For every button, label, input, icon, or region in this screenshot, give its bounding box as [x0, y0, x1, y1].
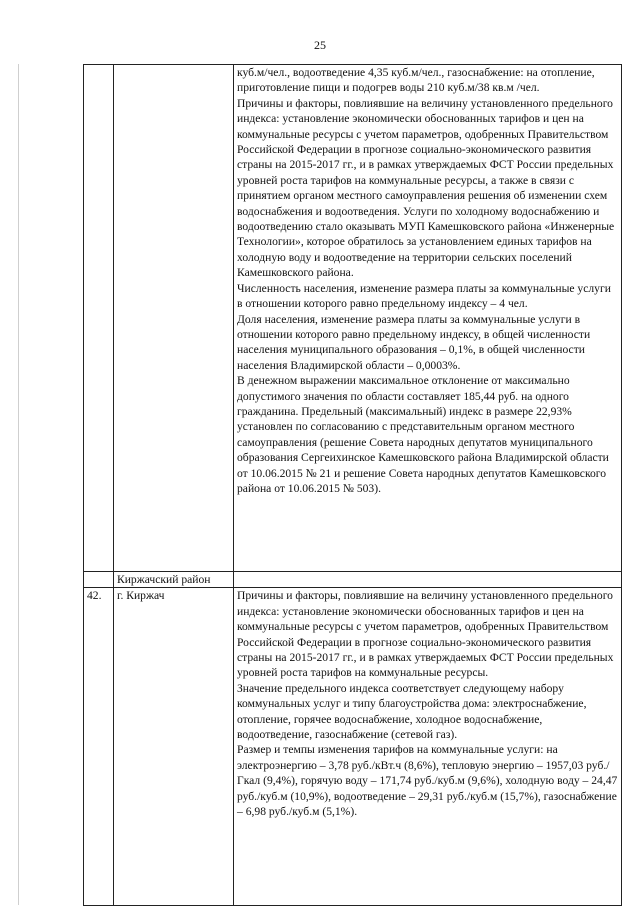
municipality-cell: г. Киржач: [114, 588, 234, 906]
district-label: Киржачский район: [114, 572, 234, 588]
row-number-cell: [84, 572, 114, 588]
paragraph: Причины и факторы, повлиявшие на величину установленного предельного индекса: установление экономически обоснованных тарифов и цен на коммунальные ресурсы с учетом параметров, одобренных Правительством Российской Федерации в прогнозе социально-экономического развития страны на 2015-2017 гг., и в рамках утверждаемых ФСТ России предельных уровней роста тарифов на коммунальные ресурсы, а также в связи с принятием органом местного самоуправления решения об изменении схем водоснабжения и водоотведения. Услуги по холодному водоснабжению и водоотведению стало оказывать МУП Камешковского района «Инженерные Технологии», которое обратилось за установлением единых тарифов на холодную воду и водоотведение на территории сельских поселений Камешковского района.: [237, 96, 615, 280]
paragraph: В денежном выражении максимальное отклонение от максимально допустимого значения по области составляет 185,44 руб. на одного гражданина. Предельный (максимальный) индекс в размере 22,93% установлен по согласованию с представительным органом местного самоуправления (решение Совета народных депутатов муниципального образования Сергеихинское Камешковского района Владимирской области от 10.06.2015 № 21 и решение Совета народных депутатов Камешковского района от 10.06.2015 № 503).: [237, 374, 609, 495]
description-cell: [234, 588, 622, 906]
tariff-table: [83, 64, 622, 906]
page-edge-line: [18, 64, 19, 905]
description-cell: [234, 572, 622, 588]
paragraph: Доля населения, изменение размера платы за коммунальные услуги в отношении которого равно предельному индексу, в общей численности населения муниципального образования – 0,1%, в общей численности населения Владимирской области – 0,0003%.: [237, 312, 591, 372]
table-row: [84, 588, 622, 906]
district-row: [84, 572, 622, 588]
paragraph: Численность населения, изменение размера платы за коммунальные услуги в отношении которого равно предельному индексу – 4 чел.: [237, 281, 611, 311]
paragraph: Размер и темпы изменения тарифов на коммунальные услуги: на электроэнергию – 3,78 руб./кВт.ч (8,6%), тепловую энергию – 1957,03 руб./Гкал (9,4%), горячую воду – 171,74 руб./куб.м (9,6%), холодную воду – 24,47 руб./куб.м (10,9%), водоотведение – 29,31 руб./куб.м (15,7%), газоснабжение – 6,98 руб./куб.м (5,1%).: [237, 743, 618, 819]
paragraph: Значение предельного индекса соответствует следующему набору коммунальных услуг и типу благоустройства дома: электроснабжение, отопление, горячее водоснабжение, холодное водоснабжение, водоотведение, газоснабжение (сетевой газ).: [237, 681, 587, 742]
description-cell: [234, 65, 622, 572]
row-number-cell: [84, 65, 114, 572]
row-number-cell: 42.: [84, 588, 114, 906]
page-number: 25: [314, 38, 326, 52]
paragraph: куб.м/чел., водоотведение 4,35 куб.м/чел., газоснабжение: на отопление, приготовление пищи и подогрев воды 210 куб.м/38 кв.м /чел.: [237, 66, 595, 95]
table-row: [84, 65, 622, 572]
municipality-cell: [114, 65, 234, 572]
paragraph: Причины и факторы, повлиявшие на величину установленного предельного индекса: установление экономически обоснованных тарифов и цен на коммунальные ресурсы с учетом параметров, одобренных Правительством Российской Федерации в прогнозе социально-экономического развития страны на 2015-2017 гг., и в рамках утверждаемых ФСТ России предельных уровней роста тарифов на коммунальные ресурсы.: [237, 589, 614, 680]
